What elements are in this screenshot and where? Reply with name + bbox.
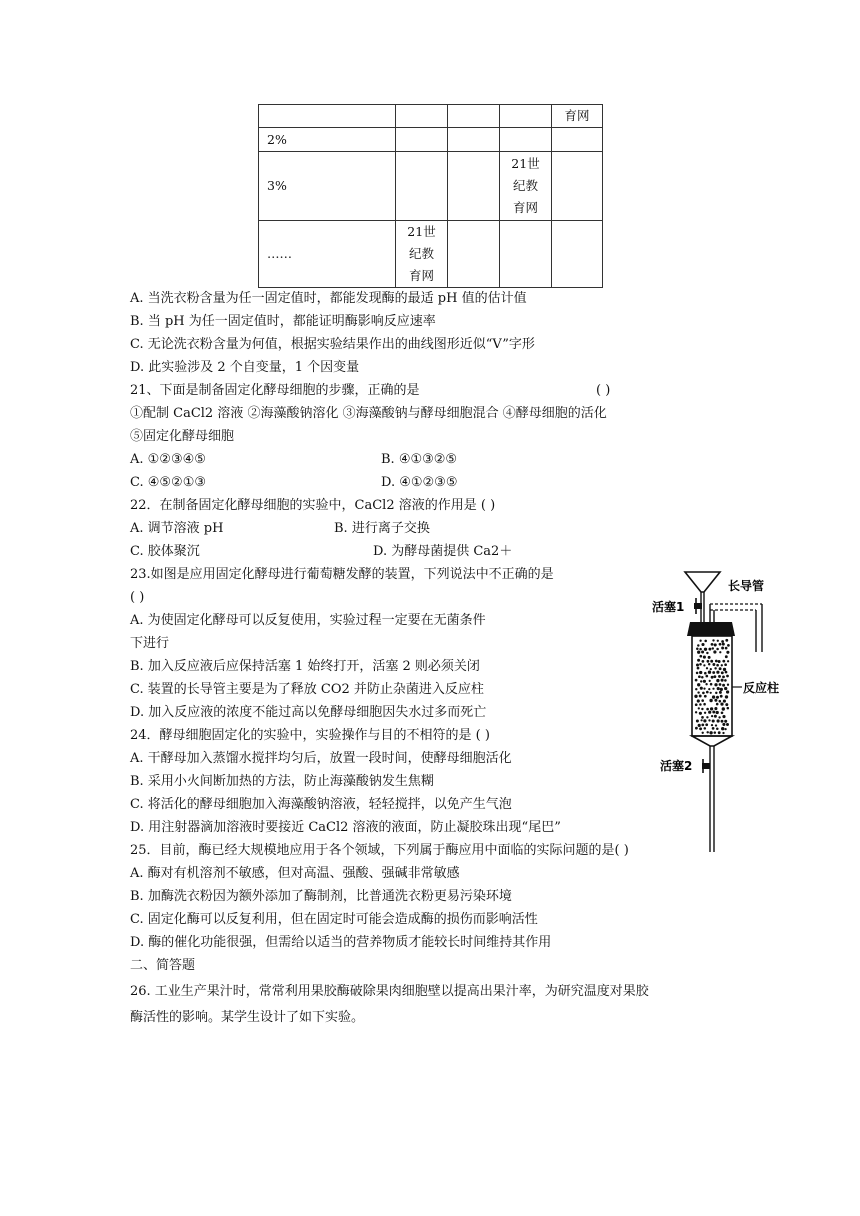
yeast-bead <box>727 644 730 647</box>
q23-stem: 23.如图是应用固定化酵母进行葡萄糖发酵的装置，下列说法中不正确的是 <box>130 567 554 582</box>
q26-line1: 26. 工业生产果汁时，常常利用果胶酶破除果肉细胞壁以提高出果汁率，为研究温度对果胶 <box>130 984 649 999</box>
yeast-bead <box>716 711 719 714</box>
yeast-bead <box>705 683 707 685</box>
q21-option-d: D. ④①②③⑤ <box>381 475 458 490</box>
yeast-bead <box>700 680 702 682</box>
table-cell <box>448 128 500 152</box>
yeast-bead <box>705 723 708 726</box>
q21-option-c: C. ④⑤②①③ <box>130 475 207 490</box>
yeast-bead <box>699 671 702 674</box>
yeast-bead <box>716 696 719 699</box>
yeast-bead <box>725 671 728 674</box>
q21-steps-line1: ①配制 CaCl2 溶液 ②海藻酸钠溶化 ③海藻酸钠与酵母细胞混合 ④酵母细胞的活化 <box>130 406 607 421</box>
q24-option-d: D. 用注射器滴加溶液时要接近 CaCl2 溶液的液面，防止凝胶珠出现“尾巴” <box>130 820 561 835</box>
yeast-bead <box>706 731 708 733</box>
yeast-bead <box>697 659 700 662</box>
table-cell: …… <box>259 221 396 288</box>
yeast-bead <box>704 712 706 714</box>
yeast-bead <box>707 660 710 663</box>
yeast-bead <box>716 727 719 730</box>
q21-steps-line2: ⑤固定化酵母细胞 <box>130 429 235 444</box>
yeast-bead <box>722 676 725 679</box>
yeast-bead <box>702 732 704 734</box>
yeast-bead <box>724 728 726 730</box>
q24-option-a: A. 干酵母加入蒸馏水搅拌均匀后，放置一段时间，使酵母细胞活化 <box>130 751 512 766</box>
yeast-bead <box>722 715 725 718</box>
q23-option-d: D. 加入反应液的浓度不能过高以免酵母细胞因失水过多而死亡 <box>130 705 487 720</box>
yeast-bead <box>724 679 727 682</box>
q25-option-c: C. 固定化酶可以反复利用，但在固定时可能会造成酶的损伤而影响活性 <box>130 912 538 927</box>
yeast-bead <box>708 656 711 659</box>
yeast-bead <box>701 699 704 702</box>
yeast-bead <box>704 672 707 675</box>
yeast-bead <box>725 695 728 698</box>
q25-option-a: A. 酶对有机溶剂不敏感，但对高温、强酸、强碱非常敏感 <box>130 866 460 881</box>
label-long-tube: 长导管 <box>728 579 765 593</box>
yeast-bead <box>699 703 702 706</box>
column-stopper <box>687 622 735 636</box>
yeast-bead <box>710 707 713 710</box>
yeast-bead <box>718 660 721 663</box>
yeast-bead <box>704 695 707 698</box>
yeast-bead <box>697 667 700 670</box>
yeast-bead <box>724 663 727 666</box>
yeast-bead <box>714 667 716 669</box>
table-cell: 3% <box>259 152 396 221</box>
q23-option-a-line1: A. 为使固定化酵母可以反复使用，实验过程一定要在无菌条件 <box>130 613 486 628</box>
yeast-bead <box>709 680 711 682</box>
yeast-bead <box>710 668 712 670</box>
yeast-bead <box>726 675 729 678</box>
yeast-bead <box>695 727 698 730</box>
yeast-bead <box>727 707 730 710</box>
yeast-bead <box>714 675 717 678</box>
yeast-bead <box>711 715 713 717</box>
results-table <box>258 104 603 288</box>
yeast-bead <box>711 643 714 646</box>
q24-option-c: C. 将活化的酵母细胞加入海藻酸钠溶液，轻轻搅拌，以免产生气泡 <box>130 797 512 812</box>
yeast-bead <box>717 640 719 642</box>
yeast-bead <box>696 663 699 666</box>
yeast-bead <box>721 711 724 714</box>
yeast-bead <box>719 643 722 646</box>
funnel <box>685 572 720 592</box>
yeast-bead <box>714 707 717 710</box>
q26-line2: 酶活性的影响。某学生设计了如下实验。 <box>130 1010 365 1025</box>
yeast-bead <box>724 687 727 690</box>
yeast-bead <box>721 727 724 730</box>
yeast-bead <box>695 679 698 682</box>
yeast-bead <box>710 660 713 663</box>
yeast-bead <box>722 643 725 646</box>
yeast-bead <box>696 672 699 675</box>
q23-option-b: B. 加入反应液后应保持活塞 1 始终打开，活塞 2 则必须关闭 <box>130 659 480 674</box>
yeast-bead <box>716 671 719 674</box>
q20-option-b: B. 当 pH 为任一固定值时，都能证明酶影响反应速率 <box>130 314 436 329</box>
yeast-bead <box>713 650 716 653</box>
section-heading: 二、简答题 <box>130 958 196 973</box>
yeast-bead <box>708 663 710 665</box>
yeast-bead <box>694 695 697 698</box>
yeast-bead <box>706 652 708 654</box>
yeast-bead <box>700 719 702 721</box>
yeast-bead <box>720 688 723 691</box>
yeast-bead <box>701 724 704 727</box>
yeast-bead <box>719 651 721 653</box>
yeast-bead <box>718 716 720 718</box>
yeast-bead <box>722 723 725 726</box>
yeast-bead <box>698 724 701 727</box>
yeast-bead <box>719 667 722 670</box>
yeast-bead <box>711 724 713 726</box>
table-cell <box>552 128 603 152</box>
yeast-bead <box>725 647 728 650</box>
q25-stem: 25．目前，酶已经大规模地应用于各个领域，下列属于酶应用中面临的实际问题的是( ) <box>130 843 629 858</box>
yeast-bead <box>706 691 709 694</box>
yeast-bead <box>697 651 700 654</box>
q22-option-a: A. 调节溶液 pH <box>130 521 224 536</box>
yeast-bead <box>721 640 724 643</box>
yeast-bead <box>698 707 700 709</box>
yeast-bead <box>718 731 721 734</box>
yeast-bead <box>719 700 722 703</box>
q21-stem: 21、下面是制备固定化酵母细胞的步骤，正确的是 <box>130 383 420 398</box>
yeast-bead <box>695 688 697 690</box>
table-cell <box>448 221 500 288</box>
yeast-bead <box>722 660 725 663</box>
q25-option-d: D. 酶的催化功能很强，但需给以适当的营养物质才能较长时间维持其作用 <box>130 935 552 950</box>
yeast-bead <box>721 720 724 723</box>
yeast-bead <box>714 643 717 646</box>
yeast-bead <box>696 719 699 722</box>
yeast-bead <box>703 719 706 722</box>
yeast-bead <box>727 660 729 662</box>
yeast-bead <box>709 731 712 734</box>
yeast-bead <box>725 703 728 706</box>
yeast-bead <box>712 671 715 674</box>
yeast-bead <box>703 680 706 683</box>
yeast-bead <box>703 664 705 666</box>
table-cell: 2% <box>259 128 396 152</box>
yeast-bead <box>701 650 704 653</box>
yeast-bead <box>712 663 715 666</box>
table-row <box>259 105 603 128</box>
yeast-bead <box>725 639 728 642</box>
table-cell <box>500 105 552 128</box>
q25-option-b: B. 加酶洗衣粉因为额外添加了酶制剂，比普通洗衣粉更易污染环境 <box>130 889 512 904</box>
q22-option-d: D. 为酵母菌提供 Ca2＋ <box>373 544 513 559</box>
yeast-bead <box>716 719 719 722</box>
q23-option-c: C. 装置的长导管主要是为了释放 CO2 并防止杂菌进入反应柱 <box>130 682 484 697</box>
table-cell: 21世纪教育网 <box>396 221 448 288</box>
yeast-bead <box>719 691 722 694</box>
q24-stem: 24．酵母细胞固定化的实验中，实验操作与目的不相符的是 ( ) <box>130 728 490 743</box>
yeast-bead <box>710 692 712 694</box>
yeast-bead <box>703 656 706 659</box>
yeast-bead <box>721 647 724 650</box>
q21-answer-paren: ( ) <box>596 383 611 398</box>
yeast-bead <box>712 719 715 722</box>
yeast-bead <box>715 724 717 726</box>
yeast-bead <box>702 692 705 695</box>
q21-option-b: B. ④①③②⑤ <box>381 452 458 467</box>
yeast-bead <box>714 731 717 734</box>
yeast-bead <box>719 683 722 686</box>
yeast-bead <box>722 707 725 710</box>
yeast-bead <box>726 723 729 726</box>
table-cell <box>396 105 448 128</box>
table-row <box>259 152 603 221</box>
yeast-bead <box>709 699 712 702</box>
yeast-bead <box>721 664 723 666</box>
label-stopcock-2: 活塞2 <box>660 759 693 773</box>
yeast-bead <box>706 716 708 718</box>
yeast-bead <box>712 688 714 690</box>
yeast-bead <box>721 671 724 674</box>
q22-option-b: B. 进行离子交换 <box>334 521 430 536</box>
yeast-bead <box>712 727 715 730</box>
table-cell <box>448 105 500 128</box>
q22-option-c: C. 胶体聚沉 <box>130 544 200 559</box>
yeast-bead <box>699 695 702 698</box>
yeast-bead <box>710 683 713 686</box>
yeast-bead <box>695 711 697 713</box>
yeast-bead <box>722 732 724 734</box>
yeast-bead <box>706 708 709 711</box>
table-cell <box>500 128 552 152</box>
table-cell <box>552 221 603 288</box>
yeast-bead <box>702 660 705 663</box>
table-cell <box>396 152 448 221</box>
yeast-bead <box>698 675 701 678</box>
yeast-bead <box>726 690 729 693</box>
q20-option-d: D. 此实验涉及 2 个自变量，1 个因变量 <box>130 360 360 375</box>
yeast-bead <box>727 684 729 686</box>
yeast-bead <box>700 687 703 690</box>
yeast-bead <box>714 699 717 702</box>
yeast-bead <box>714 683 717 686</box>
table-cell: 21世纪教育网 <box>500 152 552 221</box>
table-row <box>259 128 603 152</box>
yeast-bead <box>708 648 711 651</box>
yeast-bead <box>712 647 714 649</box>
yeast-bead <box>725 655 728 658</box>
yeast-bead <box>704 727 707 730</box>
q23-option-a-line2: 下进行 <box>130 636 170 651</box>
q20-option-a: A. 当洗衣粉含量为任一固定值时，都能发现酶的最适 pH 值的估计值 <box>130 291 527 306</box>
yeast-bead <box>708 688 710 690</box>
table-cell <box>259 105 396 128</box>
yeast-bead <box>696 647 699 650</box>
label-reaction-column: 反应柱 <box>743 681 780 695</box>
yeast-bead <box>714 715 717 718</box>
yeast-bead <box>712 695 715 698</box>
yeast-bead <box>715 692 717 694</box>
yeast-bead <box>699 648 702 651</box>
yeast-bead <box>716 664 719 667</box>
yeast-bead <box>712 711 715 714</box>
yeast-bead <box>716 703 719 706</box>
yeast-bead <box>723 668 726 671</box>
yeast-bead <box>703 688 705 690</box>
yeast-bead <box>704 640 707 643</box>
yeast-bead <box>724 720 727 723</box>
table-cell: 育网 <box>552 105 603 128</box>
yeast-bead <box>711 676 714 679</box>
yeast-bead <box>708 711 711 714</box>
yeast-bead <box>718 675 721 678</box>
yeast-bead <box>722 684 725 687</box>
yeast-bead <box>720 703 723 706</box>
yeast-bead <box>695 703 698 706</box>
yeast-bead <box>716 679 719 682</box>
yeast-bead <box>715 660 718 663</box>
yeast-bead <box>703 703 706 706</box>
table-cell <box>448 152 500 221</box>
q23-answer-paren: ( ) <box>130 590 145 605</box>
yeast-bead <box>699 712 702 715</box>
yeast-bead <box>697 691 699 693</box>
yeast-bead <box>723 700 726 703</box>
table-cell <box>396 128 448 152</box>
yeast-bead <box>717 687 720 690</box>
yeast-bead <box>712 639 714 641</box>
yeast-bead <box>705 675 708 678</box>
table-row <box>259 221 603 288</box>
yeast-bead <box>699 655 702 658</box>
yeast-bead <box>699 727 702 730</box>
yeast-bead <box>701 716 704 719</box>
yeast-bead <box>701 643 704 646</box>
q21-option-a: A. ①②③④⑤ <box>130 452 206 467</box>
q22-stem: 22．在制备固定化酵母细胞的实验中，CaCl2 溶液的作用是 ( ) <box>130 498 496 513</box>
q20-option-c: C. 无论洗衣粉含量为何值，根据实验结果作出的曲线图形近似“V”字形 <box>130 337 535 352</box>
yeast-bead <box>697 683 700 686</box>
yeast-bead <box>699 663 702 666</box>
yeast-bead <box>701 676 704 679</box>
yeast-bead <box>699 640 701 642</box>
yeast-bead <box>716 648 719 651</box>
yeast-bead <box>708 671 711 674</box>
q24-option-b: B. 采用小火间断加热的方法，防止海藻酸钠发生焦糊 <box>130 774 434 789</box>
yeast-bead <box>697 699 700 702</box>
yeast-bead <box>721 679 724 682</box>
yeast-bead <box>697 644 699 646</box>
yeast-bead <box>706 667 708 669</box>
table-cell <box>552 152 603 221</box>
table-cell <box>500 221 552 288</box>
fermentation-apparatus-figure <box>640 570 840 855</box>
yeast-bead <box>726 651 729 654</box>
yeast-bead <box>701 708 703 710</box>
yeast-bead <box>720 695 723 698</box>
label-stopcock-1: 活塞1 <box>652 600 685 614</box>
yeast-bead <box>704 648 707 651</box>
yeast-bead <box>708 719 710 721</box>
